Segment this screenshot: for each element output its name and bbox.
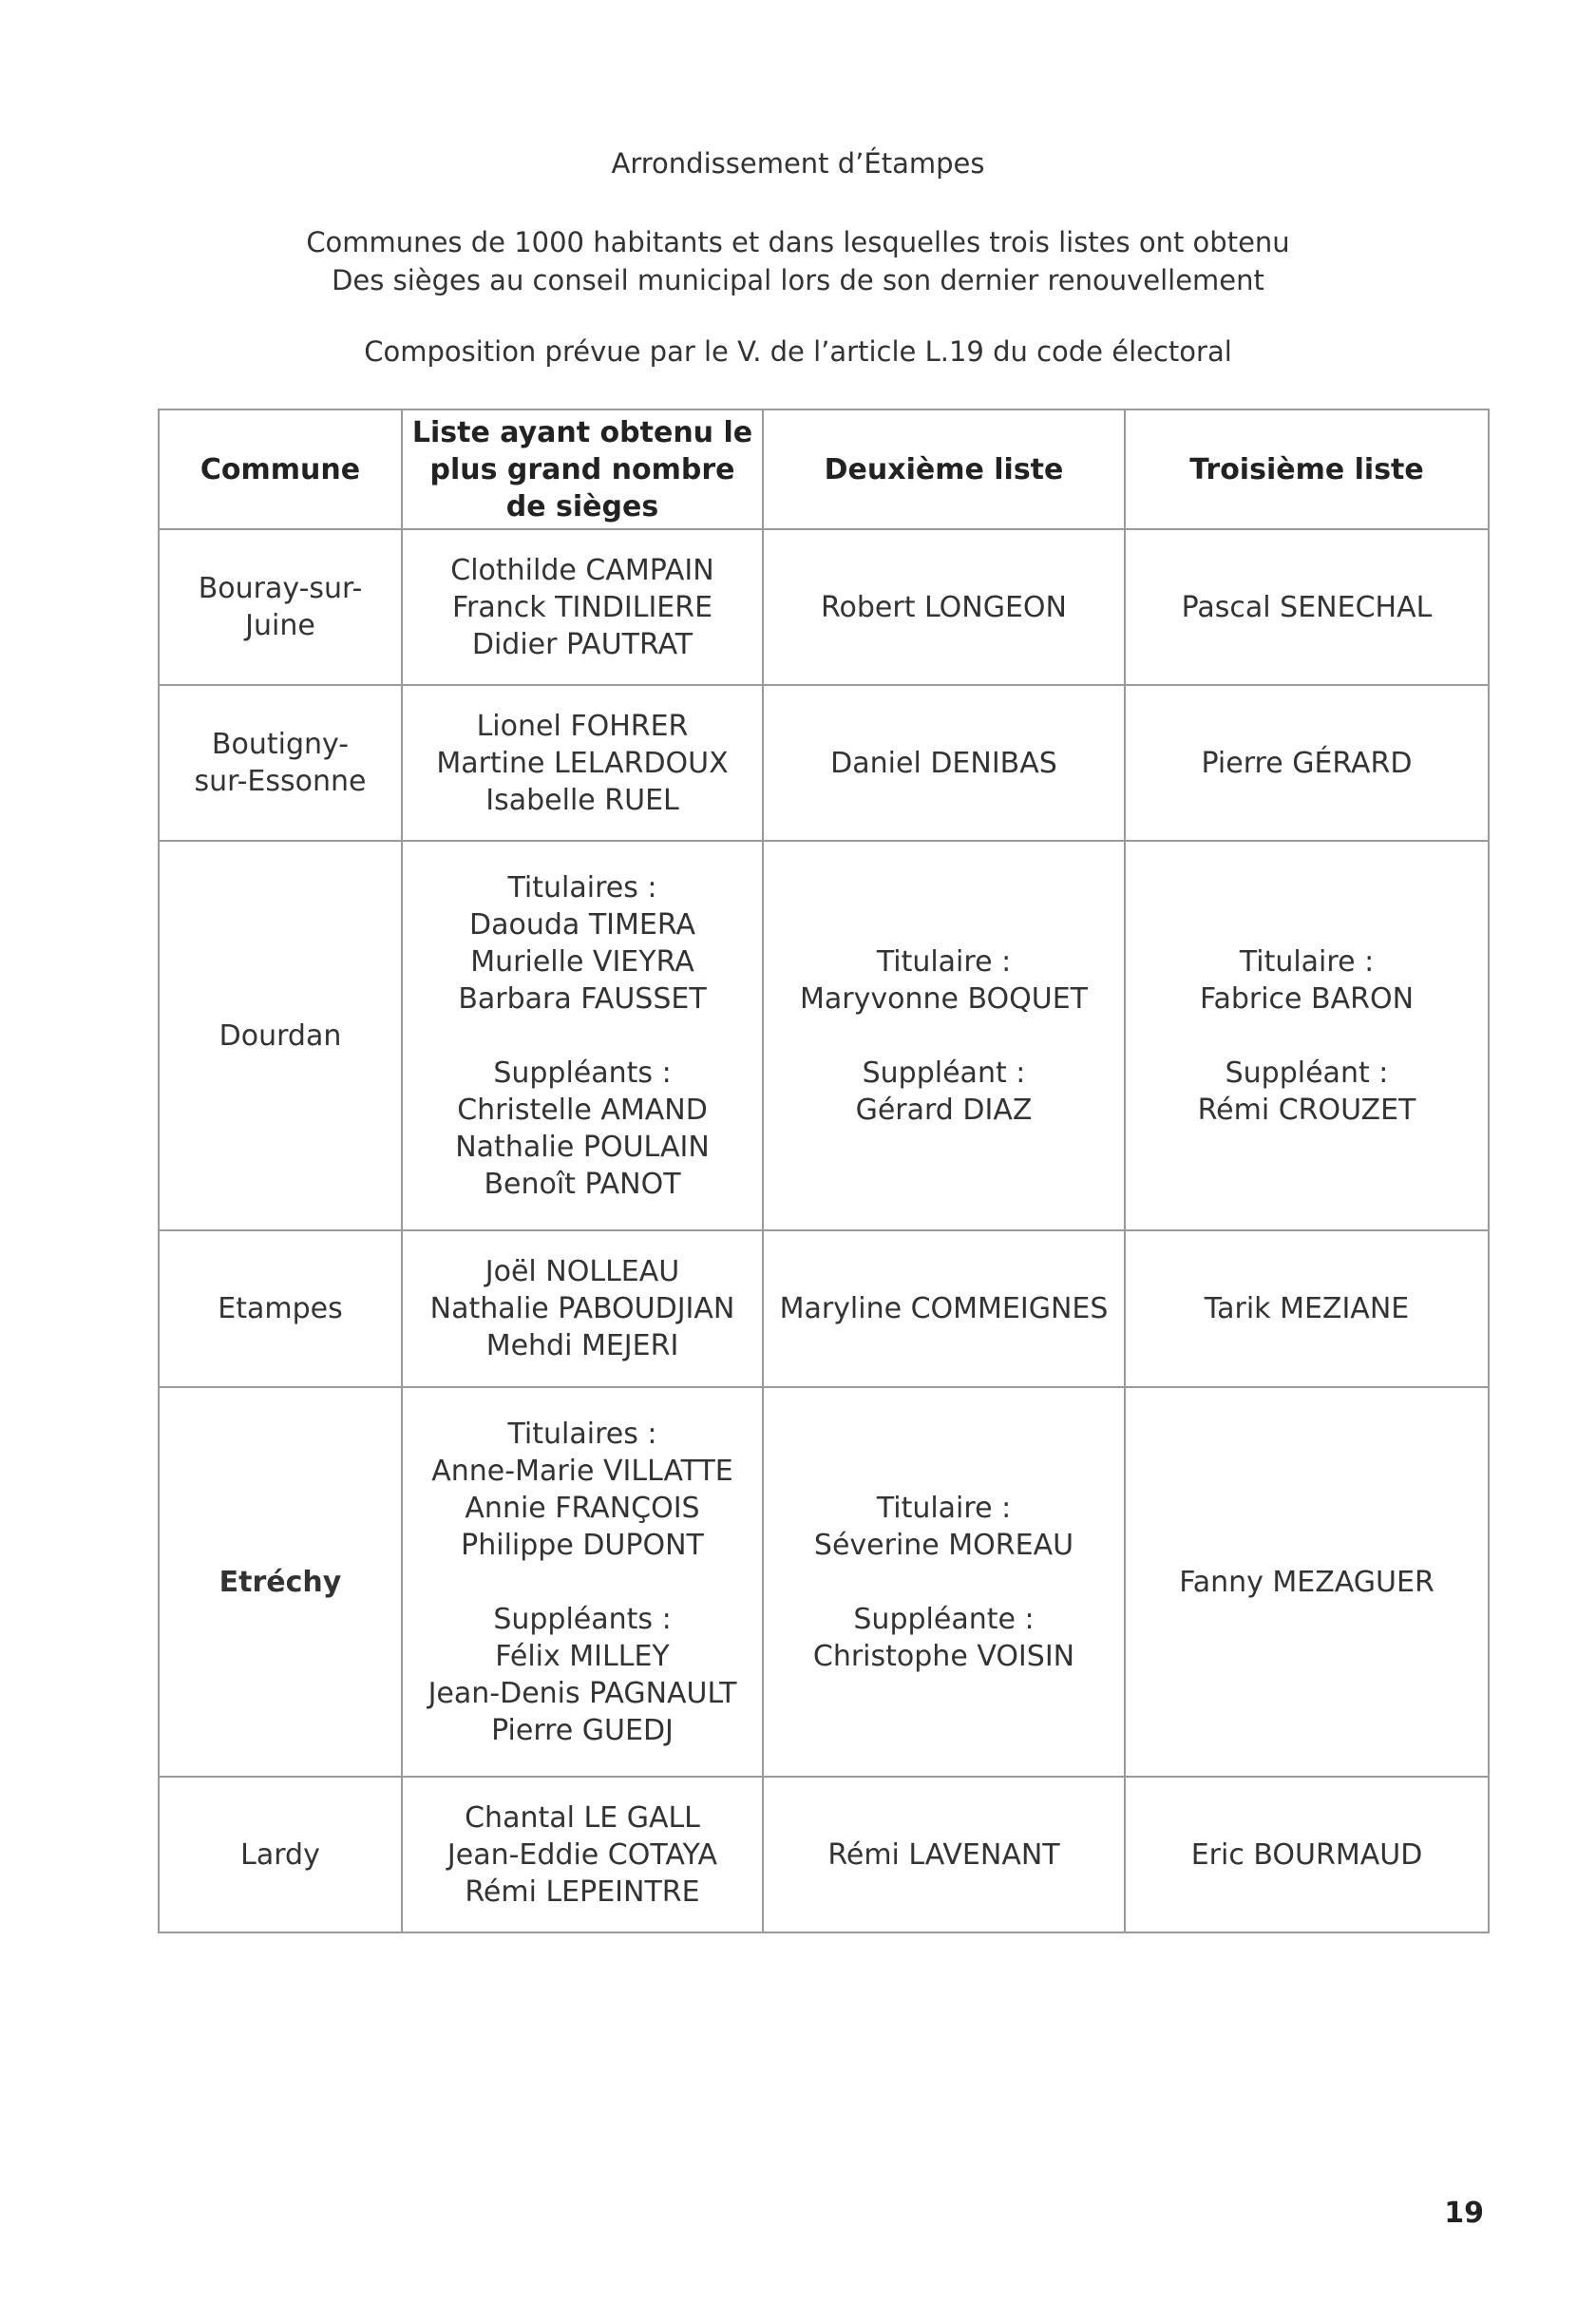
suppleant-label: Suppléante : — [853, 1602, 1035, 1636]
elected-name: Philippe DUPONT — [461, 1528, 704, 1562]
liste-2-cell: Daniel DENIBAS — [763, 685, 1125, 841]
elected-name: Fabrice BARON — [1199, 981, 1415, 1016]
commune-cell: Bouray-sur-Juine — [159, 529, 402, 685]
elected-name: Joël NOLLEAU — [484, 1255, 680, 1288]
table-row — [159, 685, 1489, 841]
substitute-name: Gérard DIAZ — [855, 1093, 1033, 1127]
elected-name: Murielle VIEYRA — [470, 944, 694, 979]
liste-1-cell — [402, 529, 763, 685]
commune-cell: Lardy — [159, 1777, 402, 1932]
page-subtitle — [0, 223, 1596, 299]
table-row — [159, 841, 1489, 1230]
liste-3-cell: Pierre GÉRARD — [1125, 685, 1489, 841]
substitute-name: Jean-Denis PAGNAULT — [428, 1676, 737, 1710]
suppleant-label: Suppléant : — [1225, 1056, 1389, 1090]
elected-name: Daouda TIMERA — [469, 907, 695, 942]
titulaire-label: Titulaire : — [1239, 944, 1375, 979]
substitute-name: Christelle AMAND — [457, 1093, 708, 1127]
liste-1-cell — [402, 841, 763, 1230]
table-row — [159, 1387, 1489, 1777]
liste-1-cell — [402, 685, 763, 841]
header-liste-1: Liste ayant obtenu le plus grand nombre de sièges — [402, 409, 763, 529]
liste-2-cell — [763, 1387, 1125, 1777]
elected-name: Nathalie PABOUDJIAN — [429, 1292, 735, 1325]
titulaire-label: Titulaire : — [876, 944, 1012, 979]
commune-name-line-1: Boutigny- — [211, 728, 350, 761]
header-liste-3: Troisième liste — [1125, 409, 1489, 529]
commune-cell: Etréchy — [159, 1387, 402, 1777]
table-row — [159, 1230, 1489, 1387]
liste-3-cell: Pascal SENECHAL — [1125, 529, 1489, 685]
table-header-row — [159, 409, 1489, 529]
suppleant-label: Suppléant : — [862, 1056, 1026, 1090]
liste-3-cell: Tarik MEZIANE — [1125, 1230, 1489, 1387]
page-number: 19 — [1444, 2197, 1484, 2230]
elected-name: Clothilde CAMPAIN — [450, 553, 714, 587]
commune-cell: Etampes — [159, 1230, 402, 1387]
liste-1-cell — [402, 1387, 763, 1777]
elected-name: Anne-Marie VILLATTE — [431, 1454, 733, 1488]
elected-name: Martine LELARDOUX — [436, 746, 729, 780]
elected-name: Barbara FAUSSET — [458, 981, 707, 1016]
elected-name: Didier PAUTRAT — [471, 627, 694, 661]
header-liste-2: Deuxième liste — [763, 409, 1125, 529]
elected-name: Lionel FOHRER — [476, 709, 689, 743]
substitute-name: Nathalie POULAIN — [455, 1130, 710, 1164]
substitute-name: Pierre GUEDJ — [491, 1713, 674, 1747]
commune-cell — [159, 685, 402, 841]
titulaires-label: Titulaires : — [507, 1417, 657, 1451]
elected-name: Isabelle RUEL — [485, 783, 679, 817]
results-table — [158, 409, 1490, 1933]
table-row — [159, 529, 1489, 685]
liste-2-cell: Robert LONGEON — [763, 529, 1125, 685]
elected-name: Mehdi MEJERI — [485, 1329, 679, 1362]
titulaire-label: Titulaire : — [876, 1491, 1012, 1525]
composition-note: Composition prévue par le V. de l’article L.19 du code électoral — [364, 335, 1232, 368]
substitute-name: Benoît PANOT — [484, 1167, 681, 1201]
titulaires-label: Titulaires : — [507, 870, 657, 904]
elected-name: Rémi LEPEINTRE — [465, 1875, 700, 1909]
commune-name-line-2: sur-Essonne — [194, 765, 367, 798]
subtitle-line-1: Communes de 1000 habitants et dans lesquelles trois listes ont obtenu — [306, 226, 1290, 258]
liste-2-cell: Maryline COMMEIGNES — [763, 1230, 1125, 1387]
substitute-name: Rémi CROUZET — [1197, 1093, 1416, 1127]
liste-1-cell — [402, 1230, 763, 1387]
suppleants-label: Suppléants : — [493, 1602, 672, 1636]
substitute-name: Félix MILLEY — [495, 1639, 670, 1673]
elected-name: Séverine MOREAU — [813, 1528, 1074, 1562]
elected-name: Franck TINDILIERE — [451, 590, 713, 624]
liste-3-cell: Eric BOURMAUD — [1125, 1777, 1489, 1932]
liste-2-cell — [763, 841, 1125, 1230]
liste-2-cell: Rémi LAVENANT — [763, 1777, 1125, 1932]
elected-name: Chantal LE GALL — [465, 1800, 700, 1835]
liste-3-cell — [1125, 841, 1489, 1230]
elected-name: Annie FRANÇOIS — [465, 1491, 700, 1525]
suppleants-label: Suppléants : — [493, 1056, 672, 1090]
table-row — [159, 1777, 1489, 1932]
elected-name: Jean-Eddie COTAYA — [446, 1837, 718, 1872]
header-commune: Commune — [159, 409, 402, 529]
page-title: Arrondissement d’Étampes — [611, 147, 985, 180]
subtitle-line-2: Des sièges au conseil municipal lors de son dernier renouvellement — [332, 264, 1264, 296]
elected-name: Maryvonne BOQUET — [799, 981, 1088, 1016]
liste-1-cell — [402, 1777, 763, 1932]
commune-cell: Dourdan — [159, 841, 402, 1230]
substitute-name: Christophe VOISIN — [812, 1639, 1075, 1673]
liste-3-cell: Fanny MEZAGUER — [1125, 1387, 1489, 1777]
